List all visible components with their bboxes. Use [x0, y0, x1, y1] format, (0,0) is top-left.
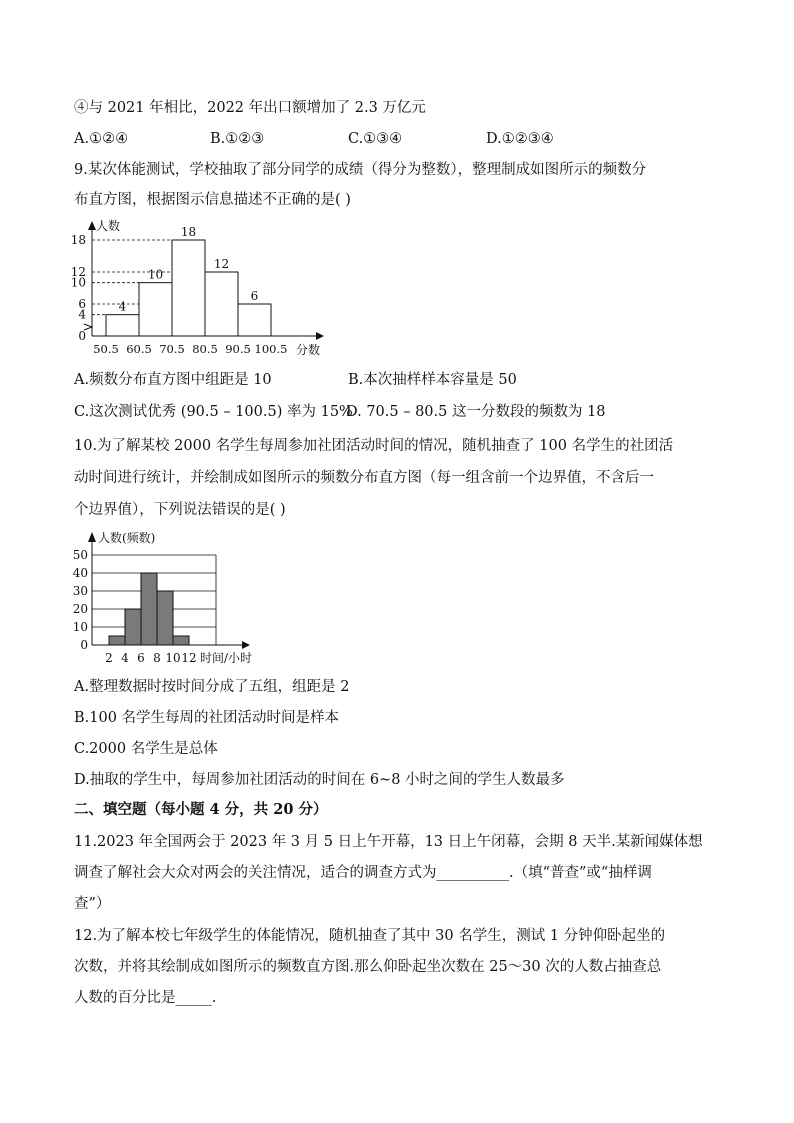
section-2-heading: 二、填空题（每小题 4 分，共 20 分）	[74, 801, 328, 818]
q11-text-line-3: 查”）	[74, 896, 111, 912]
histogram-bar	[173, 636, 189, 645]
histogram-bar	[141, 573, 157, 645]
histogram-bar	[125, 609, 141, 645]
bar-value-label: 6	[250, 289, 259, 303]
x-tick-label: 100.5	[254, 342, 288, 356]
q8-statement-4: ④与 2021 年相比，2022 年出口额增加了 2.3 万亿元	[74, 100, 426, 116]
histogram-bar	[205, 272, 238, 336]
x-tick-label: 4	[121, 651, 129, 665]
y-axis-label: 人数(频数)	[98, 531, 156, 545]
x-tick-label: 12	[181, 651, 197, 665]
q9-option-c: C.这次测试优秀 (90.5 – 100.5) 率为 15%	[74, 404, 353, 420]
q9-text-line-1: 9.某次体能测试，学校抽取了部分同学的成绩（得分为整数），整理制成如图所示的频数分	[74, 162, 647, 178]
y-tick-label: 4	[78, 307, 86, 322]
q10-option-c: C.2000 名学生是总体	[74, 741, 218, 757]
x-tick-label: 8	[153, 651, 161, 665]
histogram-bar	[109, 636, 125, 645]
bar-value-label: 10	[147, 267, 164, 282]
x-axis-arrow-icon	[242, 641, 250, 649]
q11-text-line-2: 调查了解社会大众对两会的关注情况，适合的调查方式为__________.（填“普查”或“抽样调	[74, 865, 652, 881]
y-tick-label: 30	[72, 584, 88, 598]
q10-option-b: B.100 名学生每周的社团活动时间是样本	[74, 710, 340, 726]
y-tick-label: 0	[78, 329, 86, 343]
bar-value-label: 18	[180, 225, 197, 239]
histogram-bar	[157, 591, 173, 645]
y-tick-label: 10	[72, 620, 88, 634]
x-axis-label: 分数	[296, 343, 321, 357]
q8-option-d: D.①②③④	[486, 131, 554, 147]
q9-option-b: B.本次抽样样本容量是 50	[348, 372, 517, 388]
histogram-bar	[172, 240, 205, 336]
y-axis-arrow-icon	[88, 221, 96, 230]
bar-value-label: 12	[213, 257, 230, 271]
y-tick-label: 18	[70, 233, 86, 247]
q11-text-line-1: 11.2023 年全国两会于 2023 年 3 月 5 日上午开幕，13 日上午闭幕，会期 8 天半.某新闻媒体想	[74, 834, 703, 850]
q12-text-line-1: 12.为了解本校七年级学生的体能情况，随机抽查了其中 30 名学生，测试 1 分钟仰卧起坐的	[74, 928, 666, 944]
q10-text-line-3: 个边界值），下列说法错误的是( )	[74, 502, 286, 518]
q9-option-a: A.频数分布直方图中组距是 10	[74, 372, 272, 388]
q10-option-d: D.抽取的学生中，每周参加社团活动的时间在 6~8 小时之间的学生人数最多	[74, 772, 565, 788]
q8-option-b: B.①②③	[210, 131, 265, 147]
q10-option-a: A.整理数据时按时间分成了五组，组距是 2	[74, 679, 350, 695]
x-tick-label: 70.5	[159, 342, 185, 356]
y-tick-label: 20	[72, 602, 88, 616]
q9-option-d: D. 70.5 – 80.5 这一分数段的频数为 18	[346, 404, 606, 420]
x-tick-label: 90.5	[225, 342, 251, 356]
y-tick-label: 6	[78, 297, 86, 311]
histogram-bar	[139, 283, 172, 336]
bar-value-label: 4	[118, 299, 127, 314]
y-axis-label: 人数	[96, 219, 121, 233]
x-tick-label: 60.5	[126, 342, 152, 356]
y-tick-label: 0	[80, 638, 88, 652]
x-tick-label: 6	[137, 651, 145, 665]
q10-text-line-1: 10.为了解某校 2000 名学生每周参加社团活动时间的情况，随机抽查了 100 名学生的社团活	[74, 438, 674, 454]
x-tick-label: 80.5	[192, 342, 218, 356]
q12-text-line-3: 人数的百分比是_____.	[74, 990, 217, 1006]
y-tick-label: 40	[72, 566, 88, 580]
q10-text-line-2: 动时间进行统计，并绘制成如图所示的频数分布直方图（每一组含前一个边界值，不含后一	[74, 470, 654, 486]
y-axis-arrow-icon	[88, 532, 96, 542]
histogram-activity-time	[70, 528, 290, 668]
q8-option-c: C.①③④	[348, 131, 403, 147]
y-tick-label: 50	[72, 548, 88, 562]
histogram-bar	[238, 304, 271, 336]
histogram-bar	[106, 315, 139, 336]
q8-option-a: A.①②④	[74, 131, 129, 147]
histogram-scores	[70, 218, 340, 360]
x-tick-label: 10	[165, 651, 181, 665]
y-tick-label: 12	[70, 265, 86, 279]
x-axis-arrow-icon	[316, 332, 324, 340]
x-tick-label: 50.5	[93, 342, 119, 356]
x-axis-label: 时间/小时	[200, 651, 253, 665]
y-tick-label: 10	[70, 275, 86, 290]
q12-text-line-2: 次数，并将其绘制成如图所示的频数直方图.那么仰卧起坐次数在 25～30 次的人数占抽查总	[74, 959, 662, 975]
q9-text-line-2: 布直方图，根据图示信息描述不正确的是( )	[74, 192, 351, 208]
x-tick-label: 2	[105, 651, 113, 665]
